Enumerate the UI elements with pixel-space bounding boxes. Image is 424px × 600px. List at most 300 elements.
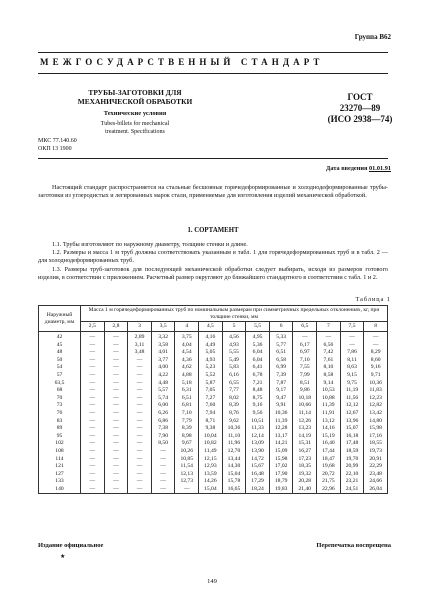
mass-cell: 12,12: [340, 402, 364, 410]
scope-paragraph: [38, 184, 388, 200]
mass-cell: —: [104, 463, 128, 471]
mass-cell: —: [128, 372, 152, 380]
mass-cell: 16,65: [222, 486, 246, 494]
mass-cell: 17,29: [246, 478, 270, 486]
mass-cell: 11,39: [269, 418, 293, 426]
mass-cell: 11,56: [340, 395, 364, 403]
clause-1-2: 1.2. Размеры и масса 1 м труб должны соответствовать указанным в табл. 1 для горячедеформированных труб и в табл. 2 — для холоднодеформированных труб.: [38, 249, 388, 265]
mass-cell: 13,59: [199, 471, 223, 479]
mass-cell: 18,35: [293, 463, 317, 471]
mass-cell: 5,52: [199, 372, 223, 380]
mass-cell: 17,48: [340, 440, 364, 448]
mass-cell: —: [128, 456, 152, 464]
mass-cell: 17,16: [364, 433, 388, 441]
thickness-header-row: [39, 322, 388, 332]
mass-cell: 5,57: [151, 387, 175, 395]
mass-cell: —: [104, 349, 128, 357]
mass-cell: 15,67: [246, 463, 270, 471]
mass-cell: 4,62: [175, 364, 199, 372]
mass-cell: 5,83: [222, 364, 246, 372]
mass-cell: 18,47: [317, 456, 341, 464]
mass-cell: 18,24: [246, 486, 270, 494]
top-rule: [38, 52, 388, 53]
mass-cell: 6,51: [175, 395, 199, 403]
table-row: [39, 364, 388, 372]
mass-cell: —: [81, 357, 105, 365]
mass-cell: 8,51: [293, 380, 317, 388]
mass-cell: 20,28: [293, 478, 317, 486]
diameter-cell: 121: [39, 463, 81, 471]
mass-cell: —: [104, 478, 128, 486]
table-row: [39, 380, 388, 388]
mass-cell: —: [104, 410, 128, 418]
mass-cell: —: [317, 332, 341, 342]
table-row: [39, 410, 388, 418]
mass-cell: 19,73: [364, 448, 388, 456]
mass-cell: 10,51: [246, 418, 270, 426]
mass-cell: 6,81: [175, 402, 199, 410]
section-heading: 1. СОРТАМЕНТ: [187, 227, 239, 234]
mass-cell: 8,39: [222, 402, 246, 410]
mass-cell: —: [81, 349, 105, 357]
thickness-header-cell: 4,5: [199, 322, 223, 332]
mass-cell: 2,89: [128, 332, 152, 342]
mass-cell: 7,38: [151, 425, 175, 433]
page-number: 149: [207, 578, 217, 585]
table-caption: Таблица 1: [355, 296, 391, 303]
mass-cell: 4,01: [151, 349, 175, 357]
mass-cell: —: [81, 440, 105, 448]
mass-cell: 5,55: [222, 349, 246, 357]
mass-cell: —: [104, 372, 128, 380]
mass-cell: 19,32: [293, 471, 317, 479]
table-row: [39, 342, 388, 350]
mass-cell: 5,05: [199, 349, 223, 357]
mass-cell: —: [104, 342, 128, 350]
mass-cell: 21,40: [293, 486, 317, 494]
diameter-cell: 140: [39, 486, 81, 494]
mass-cell: —: [81, 332, 105, 342]
mass-cell: 17,44: [317, 448, 341, 456]
table-row: [39, 471, 388, 479]
mass-cell: —: [81, 418, 105, 426]
mass-cell: 10,85: [175, 456, 199, 464]
mass-cell: 4,49: [199, 342, 223, 350]
table-body: [39, 332, 388, 494]
mass-cell: —: [364, 342, 388, 350]
official-edition: Издание официальное: [38, 542, 104, 549]
clause-1-3: 1.3. Размеры труб-заготовок для последующей механической обработки следует выбирать, исходя из размеров готового изделия, в соответствии с приложением. Расчетный размер округляют до ближайшего стандартного в соответствии с табл. 1 и 2.: [38, 265, 388, 281]
mass-cell: 9,14: [317, 380, 341, 388]
mass-cell: —: [151, 471, 175, 479]
mass-cell: 9,47: [269, 395, 293, 403]
mass-cell: 20,99: [340, 463, 364, 471]
mass-cell: 6,78: [246, 372, 270, 380]
document-subtitle: Технические условия: [103, 110, 167, 117]
thickness-header-cell: 6: [269, 322, 293, 332]
diameter-cell: 73: [39, 402, 81, 410]
mass-cell: 23,48: [364, 471, 388, 479]
gost-label: ГОСТ: [347, 92, 373, 102]
mass-cell: 8,58: [317, 372, 341, 380]
mass-cell: —: [128, 402, 152, 410]
diameter-cell: 50: [39, 357, 81, 365]
diameter-cell: 89: [39, 425, 81, 433]
table-row: [39, 395, 388, 403]
mass-cell: 21,75: [317, 478, 341, 486]
mass-cell: —: [81, 471, 105, 479]
mass-cell: —: [151, 478, 175, 486]
mass-cell: 8,48: [246, 387, 270, 395]
mass-cell: 10,04: [199, 433, 223, 441]
mass-cell: 5,87: [199, 380, 223, 388]
mass-cell: 5,36: [246, 342, 270, 350]
mass-cell: 9,16: [364, 364, 388, 372]
mass-cell: 15,07: [340, 425, 364, 433]
mass-cell: 9,56: [246, 410, 270, 418]
mass-group-header: Масса 1 м горячедеформированных труб по номинальным размерам при симметричных предельных отклонениях, кг, при толщине стенки, мм: [81, 306, 388, 322]
mass-cell: 8,39: [175, 425, 199, 433]
thickness-header-cell: 5: [222, 322, 246, 332]
mass-cell: 12,93: [199, 463, 223, 471]
mass-cell: 7,94: [199, 410, 223, 418]
thickness-header-cell: 6,5: [293, 322, 317, 332]
mass-cell: 6,16: [222, 372, 246, 380]
header-rule: [38, 158, 388, 159]
mass-cell: 5,18: [175, 380, 199, 388]
mass-cell: 7,86: [340, 349, 364, 357]
mass-cell: 4,00: [151, 364, 175, 372]
mass-cell: —: [104, 395, 128, 403]
introduction-date: [326, 165, 391, 172]
mass-cell: 9,86: [293, 387, 317, 395]
mass-table: [38, 305, 388, 494]
mass-cell: 3,75: [175, 332, 199, 342]
mass-cell: —: [151, 486, 175, 494]
mass-cell: 9,38: [199, 425, 223, 433]
mass-cell: 5,74: [151, 395, 175, 403]
mass-cell: 10,88: [317, 395, 341, 403]
mass-cell: —: [104, 433, 128, 441]
mass-cell: —: [104, 380, 128, 388]
thickness-header-cell: 5,5: [246, 322, 270, 332]
diameter-cell: 63,5: [39, 380, 81, 388]
mass-cell: 4,36: [175, 357, 199, 365]
mass-cell: 7,42: [317, 349, 341, 357]
mass-cell: 8,75: [246, 395, 270, 403]
mass-cell: 6,56: [317, 342, 341, 350]
thickness-header-cell: 3: [128, 322, 152, 332]
mass-cell: 6,58: [269, 357, 293, 365]
iso-reference: (ИСО 2938—74): [327, 114, 393, 124]
mass-cell: 24,51: [340, 486, 364, 494]
mass-cell: 4,93: [222, 342, 246, 350]
banner-rule: [38, 73, 388, 74]
mass-cell: —: [104, 357, 128, 365]
mass-cell: 13,42: [364, 410, 388, 418]
mass-cell: 7,55: [293, 364, 317, 372]
section-paragraphs: [38, 241, 388, 282]
diameter-header: Наружный диаметр, мм: [39, 306, 81, 332]
standard-banner: МЕЖГОСУДАРСТВЕННЫЙ СТАНДАРТ: [40, 57, 324, 67]
mass-cell: —: [128, 364, 152, 372]
mass-cell: —: [128, 380, 152, 388]
mass-cell: —: [340, 342, 364, 350]
mass-cell: —: [81, 395, 105, 403]
mass-cell: —: [128, 486, 152, 494]
mass-cell: 7,79: [175, 418, 199, 426]
mass-cell: 23,21: [340, 478, 364, 486]
thickness-header-cell: 2,5: [81, 322, 105, 332]
mass-cell: 9,17: [269, 387, 293, 395]
mass-cell: 8,71: [199, 418, 223, 426]
mass-cell: 10,18: [293, 395, 317, 403]
mass-cell: —: [128, 463, 152, 471]
mass-cell: 8,50: [151, 440, 175, 448]
mass-cell: —: [128, 471, 152, 479]
mass-cell: 6,04: [246, 349, 270, 357]
mass-cell: —: [128, 418, 152, 426]
mass-cell: 8,60: [364, 357, 388, 365]
mass-cell: —: [81, 456, 105, 464]
mass-cell: 4,54: [175, 349, 199, 357]
mass-cell: 13,23: [293, 425, 317, 433]
scope-text: Настоящий стандарт распространяется на стальные бесшовные горячедеформированные и холоднодеформированные трубы-заготовки из углеродистых и легированных марок стали, применяемые для изготовления изделий механической обработкой.: [38, 184, 388, 200]
mass-cell: 6,97: [293, 349, 317, 357]
gost-designation: [300, 92, 420, 125]
mass-cell: 15,78: [222, 478, 246, 486]
mass-cell: 10,36: [364, 380, 388, 388]
thickness-header-cell: 8: [364, 322, 388, 332]
table-row: [39, 456, 388, 464]
mass-cell: 7,21: [246, 380, 270, 388]
mass-cell: 17,90: [269, 471, 293, 479]
mass-cell: 26,04: [364, 486, 388, 494]
mass-cell: —: [81, 372, 105, 380]
table-row: [39, 387, 388, 395]
mass-cell: —: [128, 410, 152, 418]
table-row: [39, 448, 388, 456]
mass-cell: 7,27: [199, 395, 223, 403]
mass-cell: 11,19: [340, 387, 364, 395]
mass-cell: 10,82: [199, 440, 223, 448]
table-row: [39, 418, 388, 426]
mass-cell: 4,93: [199, 357, 223, 365]
mass-cell: 5,49: [222, 357, 246, 365]
mass-cell: —: [81, 342, 105, 350]
mass-cell: 9,91: [269, 402, 293, 410]
mass-cell: —: [81, 486, 105, 494]
mass-cell: 12,82: [364, 402, 388, 410]
clause-1-1: 1.1. Трубы изготовляют по наружному диаметру, толщине стенки и длине.: [52, 241, 248, 248]
mass-cell: 15,09: [269, 448, 293, 456]
group-code: Группа В62: [354, 33, 391, 41]
mass-cell: —: [81, 380, 105, 388]
mass-cell: —: [81, 425, 105, 433]
mass-cell: 19,68: [317, 463, 341, 471]
mass-cell: 14,30: [222, 463, 246, 471]
mass-cell: —: [81, 478, 105, 486]
mass-cell: 7,05: [199, 387, 223, 395]
mass-cell: 5,77: [269, 342, 293, 350]
mass-cell: 3,58: [151, 342, 175, 350]
mass-cell: 9,16: [246, 402, 270, 410]
mass-cell: 14,26: [199, 478, 223, 486]
mass-cell: —: [128, 357, 152, 365]
mass-cell: 15,04: [222, 471, 246, 479]
table-row: [39, 332, 388, 342]
mass-cell: —: [340, 332, 364, 342]
mass-cell: 6,26: [151, 410, 175, 418]
mass-cell: 7,10: [175, 410, 199, 418]
mass-cell: 12,26: [293, 418, 317, 426]
mass-cell: 15,31: [293, 440, 317, 448]
mass-cell: —: [128, 387, 152, 395]
mass-cell: 13,44: [222, 456, 246, 464]
mass-cell: —: [128, 425, 152, 433]
mass-cell: 14,21: [269, 440, 293, 448]
mass-cell: 17,02: [269, 463, 293, 471]
mass-cell: 6,04: [246, 357, 270, 365]
mass-cell: 8,29: [364, 349, 388, 357]
mass-cell: —: [104, 332, 128, 342]
table-row: [39, 357, 388, 365]
mass-cell: 15,04: [199, 486, 223, 494]
mass-cell: —: [104, 471, 128, 479]
mass-cell: —: [104, 486, 128, 494]
mass-cell: 16,40: [317, 440, 341, 448]
diameter-cell: 54: [39, 364, 81, 372]
classification-codes: [38, 137, 77, 153]
mass-cell: —: [151, 463, 175, 471]
mass-cell: 13,90: [246, 448, 270, 456]
mass-cell: —: [81, 448, 105, 456]
mass-cell: 14,19: [293, 433, 317, 441]
mass-cell: 4,56: [222, 332, 246, 342]
mass-cell: 10,36: [222, 425, 246, 433]
mass-cell: 6,86: [151, 418, 175, 426]
mass-cell: 15,19: [317, 433, 341, 441]
thickness-header-cell: 7: [317, 322, 341, 332]
mass-cell: 12,13: [175, 471, 199, 479]
mass-cell: 7,10: [293, 357, 317, 365]
mass-cell: —: [81, 433, 105, 441]
mass-cell: —: [128, 440, 152, 448]
mass-cell: —: [128, 448, 152, 456]
mass-cell: 11,96: [222, 440, 246, 448]
gost-number: 23270—89: [339, 103, 381, 113]
mass-cell: —: [81, 387, 105, 395]
mass-cell: —: [104, 440, 128, 448]
mass-cell: 22,29: [364, 463, 388, 471]
mass-cell: 7,60: [199, 402, 223, 410]
diameter-cell: 95: [39, 433, 81, 441]
english-title: [60, 121, 210, 136]
english-title-line-2: treatment. Specifications: [105, 128, 165, 135]
star-mark: ★: [60, 554, 66, 560]
mass-cell: 9,71: [364, 372, 388, 380]
reprint-prohibited: Перепечатка воспрещена: [316, 542, 391, 549]
mass-cell: 12,15: [199, 456, 223, 464]
mass-cell: 11,91: [317, 410, 341, 418]
table-row: [39, 425, 388, 433]
diameter-cell: 114: [39, 456, 81, 464]
diameter-cell: 127: [39, 471, 81, 479]
table-row: [39, 433, 388, 441]
mass-cell: —: [151, 448, 175, 456]
mass-cell: —: [364, 332, 388, 342]
mass-cell: 10,36: [269, 410, 293, 418]
mass-cell: 15,98: [364, 425, 388, 433]
mass-cell: 11,10: [222, 433, 246, 441]
mass-cell: —: [81, 402, 105, 410]
mass-cell: —: [104, 402, 128, 410]
mass-cell: 4,88: [175, 372, 199, 380]
table-row: [39, 478, 388, 486]
mass-cell: 8,76: [222, 410, 246, 418]
mass-cell: —: [104, 448, 128, 456]
diameter-cell: 133: [39, 478, 81, 486]
mass-cell: 8,98: [175, 433, 199, 441]
mass-cell: 4,22: [151, 372, 175, 380]
diameter-cell: 68: [39, 387, 81, 395]
mass-cell: 6,99: [269, 364, 293, 372]
mass-cell: —: [81, 410, 105, 418]
mass-cell: 12,73: [175, 478, 199, 486]
mass-cell: 6,55: [222, 380, 246, 388]
mass-cell: 12,67: [340, 410, 364, 418]
diameter-cell: 48: [39, 349, 81, 357]
mass-cell: 4,48: [151, 380, 175, 388]
mass-cell: 6,00: [151, 402, 175, 410]
mass-cell: 11,14: [293, 410, 317, 418]
mass-cell: 24,66: [364, 478, 388, 486]
mass-cell: 8,11: [340, 357, 364, 365]
mass-cell: 10,53: [317, 387, 341, 395]
diameter-cell: 83: [39, 418, 81, 426]
mass-cell: 13,12: [317, 418, 341, 426]
mass-cell: 3,77: [151, 357, 175, 365]
table-row: [39, 463, 388, 471]
mass-cell: 11,49: [199, 448, 223, 456]
mass-cell: —: [104, 418, 128, 426]
mass-cell: 7,39: [269, 372, 293, 380]
mass-cell: 11,54: [175, 463, 199, 471]
mass-cell: 6,41: [246, 364, 270, 372]
mass-cell: 10,66: [293, 402, 317, 410]
mass-cell: 17,23: [293, 456, 317, 464]
thickness-header-cell: 3,5: [151, 322, 175, 332]
mass-cell: —: [81, 364, 105, 372]
mass-cell: 19,83: [269, 486, 293, 494]
mass-cell: 7,61: [317, 357, 341, 365]
okp-code: ОКП 13 1900: [38, 146, 72, 152]
mass-cell: 3,11: [128, 342, 152, 350]
mass-cell: —: [104, 425, 128, 433]
mass-cell: —: [104, 387, 128, 395]
mass-cell: 9,67: [175, 440, 199, 448]
mass-cell: —: [104, 456, 128, 464]
diameter-cell: 45: [39, 342, 81, 350]
table-row: [39, 402, 388, 410]
table-row: [39, 372, 388, 380]
mass-cell: 12,70: [222, 448, 246, 456]
mass-cell: 7,99: [293, 372, 317, 380]
intro-date-value: 01.01.91: [368, 165, 391, 172]
mass-cell: 14,72: [246, 456, 270, 464]
intro-date-label: Дата введения: [326, 165, 368, 172]
mass-cell: 3,48: [128, 349, 152, 357]
